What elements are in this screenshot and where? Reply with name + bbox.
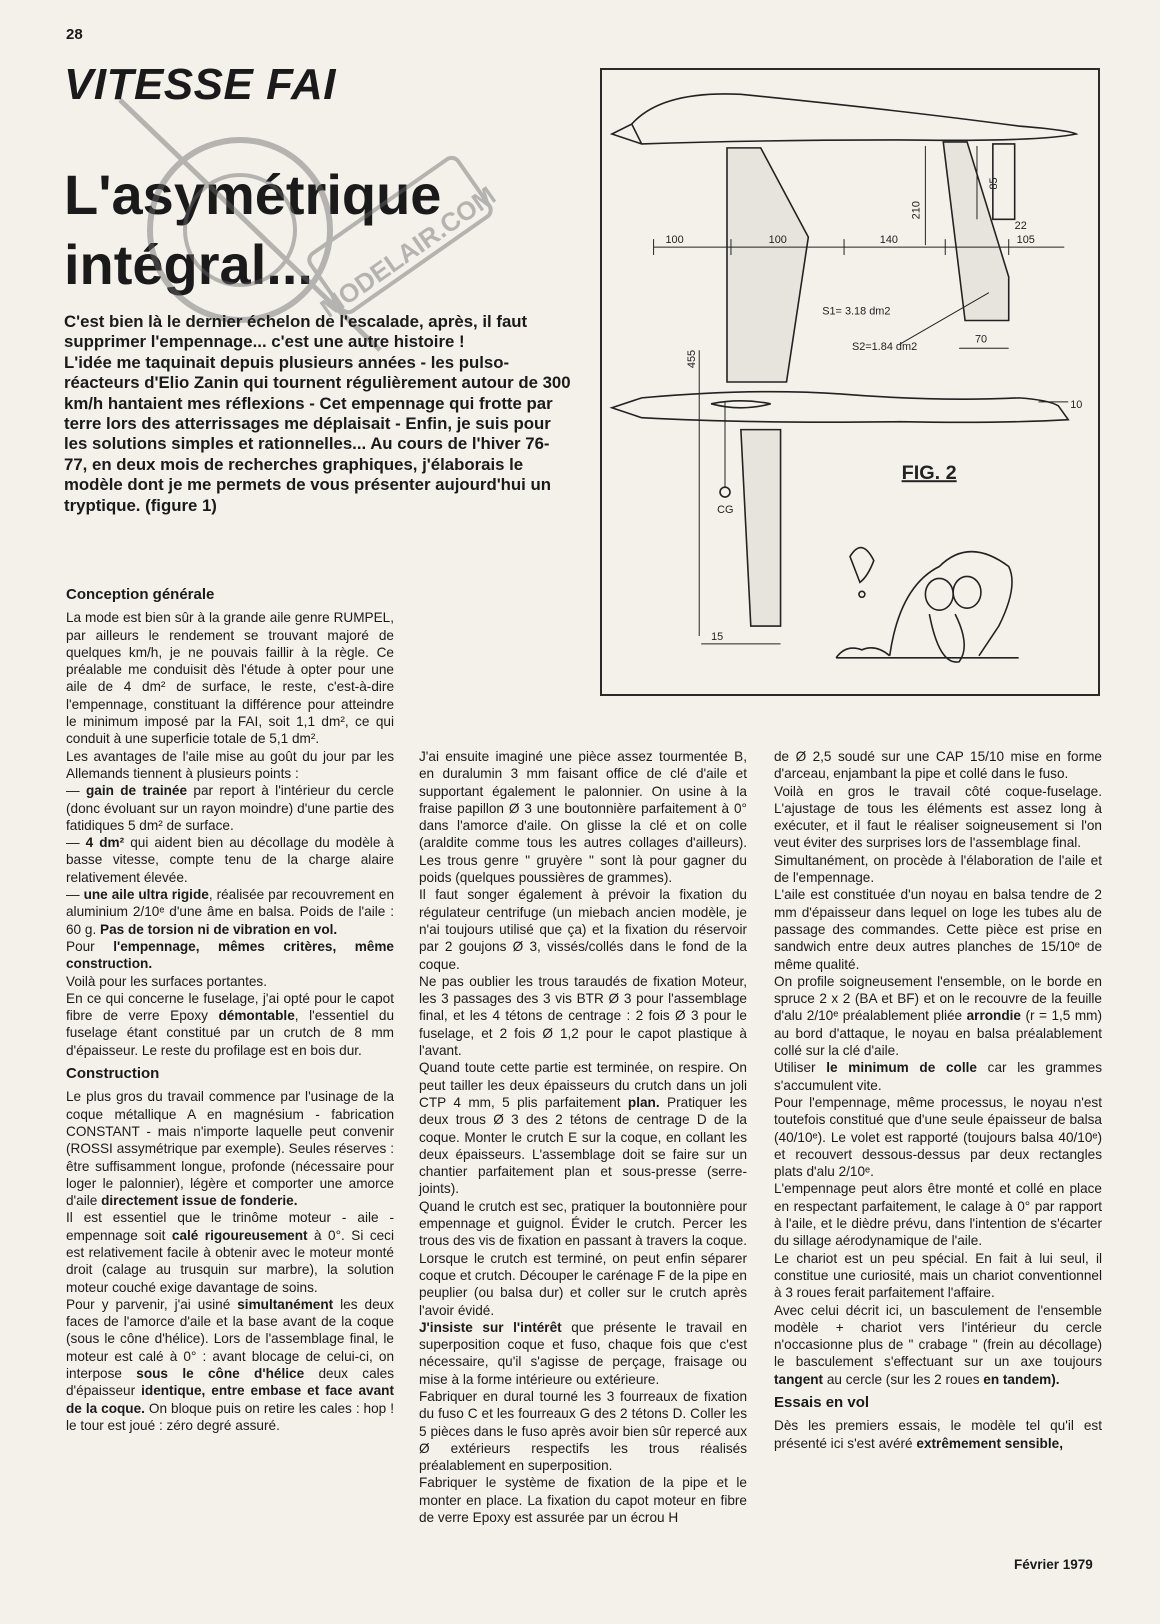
s2-label: S2=1.84 dm2 bbox=[851, 341, 918, 354]
dim-100-b: 100 bbox=[768, 234, 787, 247]
dim-140: 140 bbox=[879, 234, 898, 247]
page-number: 28 bbox=[66, 26, 83, 43]
col1-p2: Les avantages de l'aile mise au goût du jour par les Allemands tiennent à plusieurs points : bbox=[66, 748, 394, 781]
col1-p7: Il est essentiel que le trinôme moteur - aile - empennage soit calé rigoureusement à 0°. Si ceci est relativement facile à obtenir avec le moteur monté droit (calage au trusquin sur marbre), la solution moteur couché exige davantage de soins. bbox=[66, 1210, 394, 1295]
figure-2-drawing bbox=[600, 68, 1100, 696]
dim-100-a: 100 bbox=[665, 234, 684, 247]
column-1 bbox=[66, 580, 394, 1434]
col2-p3: Ne pas oublier les trous taraudés de fixation Moteur, les 3 passages des 3 vis BTR Ø 3 pour l'assemblage final, et les 4 tétons de centrage : 2 fois Ø 3 pour le fuselage, et 2 fois Ø 1,2 pour le capot plastique à l'avant. bbox=[419, 973, 747, 1059]
col3-p8: L'empennage peut alors être monté et collé en place en respectant parfaitement, le calage à 0° par rapport à l'aile, et le dièdre prévu, dans l'intention de s'écarter du sillage aérodynamique de l'aile. bbox=[774, 1181, 1102, 1249]
col3-p7: Pour l'empennage, même processus, le noyau n'est toutefois constitué que d'une seule épaisseur de balsa (40/10ᵉ). Le volet est rapporté (toujours balsa 40/10ᵉ) et recouvert dessous-dessus par deux rectangles plats d'alu 2/10ᵉ. bbox=[774, 1094, 1102, 1180]
col3-p11: Dès les premiers essais, le modèle tel qu'il est présenté ici s'est avéré extrêmement sensible, bbox=[774, 1418, 1102, 1451]
dim-70: 70 bbox=[974, 333, 988, 346]
col3-p4: L'aile est constituée d'un noyau en balsa tendre de 2 mm d'épaisseur dans lequel on loge les tubes alu de passage des commandes. Cette pièce est prise en sandwich entre deux autres planches de 15/10ᵉ de même qualité. bbox=[774, 887, 1102, 972]
dim-455: 455 bbox=[686, 349, 699, 369]
cg-label: CG bbox=[717, 503, 734, 516]
rubric-heading: VITESSE FAI bbox=[64, 60, 337, 109]
col3-p2: Voilà en gros le travail côté coque-fuselage. L'ajustage de tous les éléments est assez long à exécuter, et il faut le réaliser soigneusement si l'on veut éviter des surprises lors de l'assemblage final. bbox=[774, 783, 1102, 851]
col2-p1: J'ai ensuite imaginé une pièce assez tourmentée B, en duralumin 3 mm faisant office de clé d'aile et supportant également le palonnier. On usine à la fraise papillon Ø 3 une boutonnière parfaitement à 0° dans l'amorce d'aile. On glisse la clé et on colle (araldite comme tous les autres collages d'ailleurs). Les trous genre " gruyère " sont là pour gagner du poids (quelques poussières de grammes). bbox=[419, 749, 747, 886]
dim-85: 85 bbox=[987, 177, 1000, 190]
col1-p1: La mode est bien sûr à la grande aile genre RUMPEL, par ailleurs le rendement se trouvant majoré de quelques km/h, je ne pouvais faillir à la règle. Ce préalable me conduisit dès l'étude à opter pour une aile de 4 dm² de surface, le reste, c'est-à-dire l'empennage, constituant la différence pour atteindre le minimum imposé par la FAI, soit 1,1 dm², ce qui conduit à une superficie totale de 5,1 dm². bbox=[66, 610, 394, 747]
dim-210: 210 bbox=[910, 201, 923, 220]
col3-p5: On profile soigneusement l'ensemble, on le borde en spruce 2 x 2 (BA et BF) et on le recouvre de la feuille d'alu 2/10ᵉ préalablement pliée arrondie (r = 1,5 mm) au bord d'attaque, le noyau en balsa préalablement collé sur la clé d'aile. bbox=[774, 973, 1102, 1059]
title-line-1: L'asymétrique bbox=[64, 163, 442, 226]
col3-p1: de Ø 2,5 soudé sur une CAP 15/10 mise en forme d'arceau, enjambant la pipe et collé dans le fuso. bbox=[774, 749, 1102, 782]
col2-p5: Quand le crutch est sec, pratiquer la boutonnière pour empennage et guignol. Évider le crutch. Percer les trous des vis de fixation en passant à travers la coque. Lorsque le crutch est terminé, on peut enfin séparer coque et crutch. Découper le carénage F de la pipe en peuplier (ou balsa dur) et coller sur le crutch après l'avoir évidé. bbox=[419, 1198, 747, 1318]
col2-p7: Fabriquer en dural tourné les 3 fourreaux de fixation du fuso C et les fourreaux G des 2 tétons D. Coller les 5 pièces dans le fuso après avoir bien sûr repercé aux Ø extérieurs respectifs les trous réalisés préalablement en superposition. bbox=[419, 1388, 747, 1474]
col1-p8: Pour y parvenir, j'ai usiné simultanément les deux faces de l'amorce d'aile et la base avant de la coque (sous le cône d'hélice). Lors de l'assemblage final, le moteur est calé à 0° : avant blocage de celui-ci, on interpose sous le cône d'hélice deux cales d'épaisseur identique, entre embase et face avant de la coque. On bloque puis on retire les cales : hop ! le tour est joué : zéro degré assuré. bbox=[66, 1296, 395, 1433]
col2-p2: Il faut songer également à prévoir la fixation du régulateur centrifuge (un miebach ancien modèle, je n'ai toujours utilisé que ça) et la fixation du réservoir par 2 goujons Ø 3, vissés/collés dans le fond de la coque. bbox=[419, 887, 747, 972]
column-3 bbox=[774, 748, 1102, 1452]
col2-p6: J'insiste sur l'intérêt que présente le travail en superposition coque et fuso, chaque fois que c'est nécessaire, qu'il s'agisse de perçage, fraisage ou mise à la forme intérieure ou extérieure. bbox=[419, 1319, 747, 1387]
col1-bullet-3: — une aile ultra rigide, réalisée par recouvrement en aluminium 2/10ᵉ d'une âme en balsa. Poids de l'aile : 60 g. Pas de torsion ni de vibration en vol. bbox=[66, 887, 394, 937]
dim-22: 22 bbox=[1014, 220, 1027, 233]
watermark-label: MODELAIR.COM bbox=[314, 180, 502, 324]
col3-p10: Avec celui décrit ici, un basculement de l'ensemble modèle + chariot vers l'intérieur du cercle n'occasionne plus de " crabage " (frein au décollage) le basculement s'effectuant sur un axe toujours tangent au cercle (sur les 2 roues en tandem). bbox=[774, 1302, 1102, 1387]
intro-line-1: C'est bien là le dernier échelon de l'escalade, après, il faut supprimer l'empennage... c'est une autre histoire ! bbox=[64, 312, 528, 352]
s1-label: S1= 3.18 dm2 bbox=[822, 305, 891, 318]
col3-p6: Utiliser le minimum de colle car les grammes s'accumulent vite. bbox=[774, 1060, 1102, 1093]
col2-p8: Fabriquer le système de fixation de la pipe et le monter en place. La fixation du capot moteur en fibre de verre Epoxy est assurée par un écrou H bbox=[419, 1475, 747, 1526]
col1-p6: Le plus gros du travail commence par l'usinage de la coque métallique A en magnésium - fabrication CONSTANT - mais n'importe laquelle peut convenir (ROSSI assymétrique par exemple). Seules réserves : être suffisamment longue, profonde (nécessaire pour loger le palonnier), légère et comporter une amorce d'aile directement issue de fonderie. bbox=[66, 1089, 394, 1209]
technical-drawing bbox=[602, 70, 1098, 694]
heading-essais: Essais en vol bbox=[774, 1393, 870, 1411]
column-2 bbox=[419, 748, 747, 1526]
heading-construction: Construction bbox=[66, 1065, 160, 1083]
intro-paragraph bbox=[64, 312, 572, 516]
dim-105: 105 bbox=[1016, 234, 1035, 247]
col1-bullet-1: — gain de trainée par report à l'intérieur du cercle (donc évoluant sur un rayon moindre) d'une partie des fatidiques 5 dm² de surface. bbox=[66, 783, 394, 833]
col3-p9: Le chariot est un peu spécial. En fait à lui seul, il constitue une curiosité, mais un chariot conventionnel à 3 roues ferait parfaitement l'affaire. bbox=[774, 1250, 1102, 1301]
dim-15: 15 bbox=[711, 630, 724, 643]
col1-p5: En ce qui concerne le fuselage, j'ai opté pour le capot fibre de verre Epoxy démontable, l'essentiel du fuselage étant constitué par un crutch de 8 mm d'épaisseur. Le reste du profilage est en bois dur. bbox=[66, 990, 394, 1058]
col1-p4: Voilà pour les surfaces portantes. bbox=[66, 973, 267, 989]
col1-bullet-2: — 4 dm² qui aident bien au décollage du modèle à basse vitesse, compte tenu de la charge alaire relativement élevée. bbox=[66, 835, 394, 885]
title-line-2: intégral... bbox=[64, 233, 313, 296]
col2-p4: Quand toute cette partie est terminée, on respire. On peut tailler les deux épaisseurs du crutch dans un joli CTP 4 mm, 5 plis parfaitement plan. Pratiquer les deux trous Ø 3 des 2 tétons de centrage D de la coque. Monter le crutch E sur la coque, en collant les deux épaisseurs. L'assemblage doit se faire sur un chantier parfaitement plan et sous-presse (serre-joints). bbox=[419, 1060, 747, 1197]
col3-p3: Simultanément, on procède à l'élaboration de l'aile et de l'empennage. bbox=[774, 852, 1102, 886]
dim-10: 10 bbox=[1070, 398, 1083, 411]
intro-line-2: L'idée me taquinait depuis plusieurs années - les pulso-réacteurs d'Elio Zanin qui tournent régulièrement autour de 300 km/h hantaient mes réflexions - Cet empennage qui frotte par terre lors des atterrissages me déplaisait - Enfin, je suis pour les solutions simples et rationnelles... Au cours de l'hiver 76-77, en deux mois de recherches graphiques, j'élaborais le modèle dont je me permets de vous présenter aujourd'hui un tryptique. (figure 1) bbox=[64, 352, 571, 515]
col1-p3: Pour l'empennage, mêmes critères, même construction. bbox=[66, 938, 394, 972]
heading-conception: Conception générale bbox=[66, 586, 215, 603]
issue-date: Février 1979 bbox=[1014, 1557, 1093, 1572]
figure-label: FIG. 2 bbox=[901, 462, 957, 485]
